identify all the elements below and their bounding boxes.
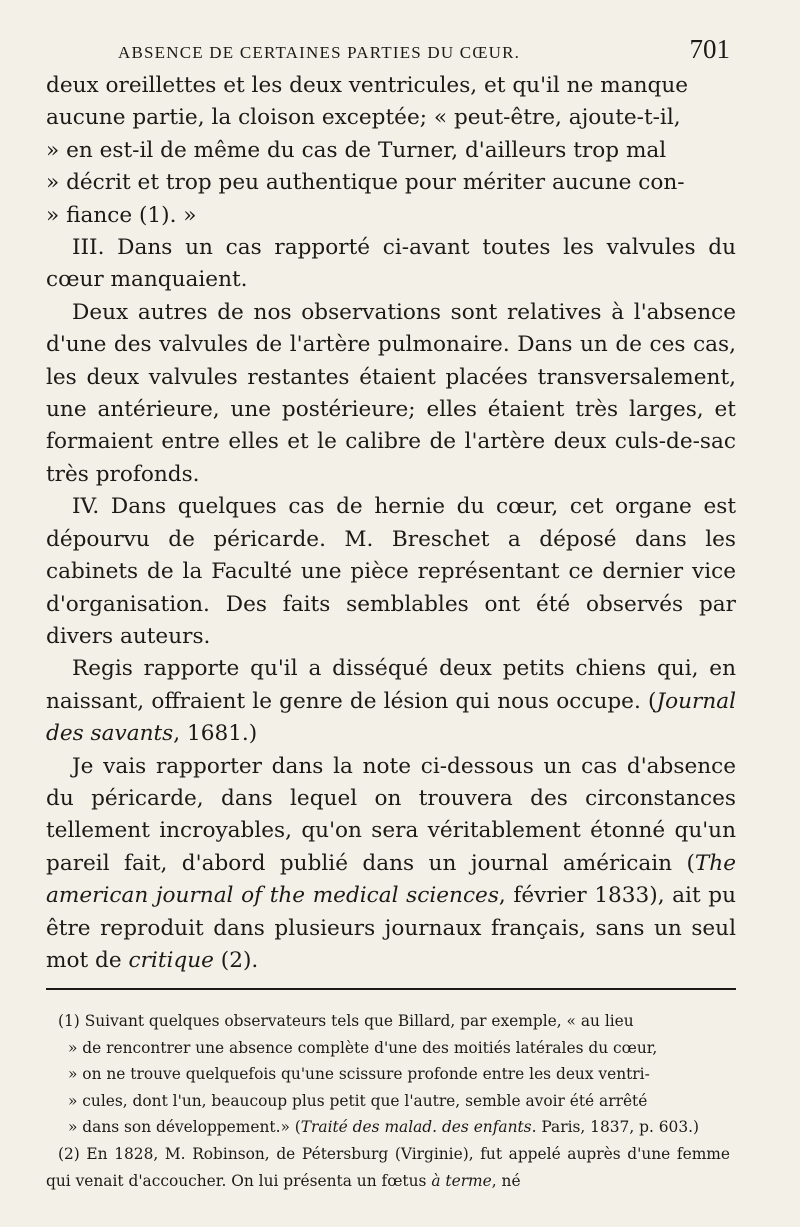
footnote-line: (1) Suivant quelques observateurs tels que Billard, par exemple, « au lieu — [58, 1012, 634, 1030]
journal-open: ( — [686, 850, 695, 876]
journal-after: , février 1833), ait pu être reproduit dans plusieurs journaux français, sans un seul mot de — [46, 883, 736, 973]
page-number: 701 — [689, 34, 730, 64]
citation-open: ( — [648, 688, 657, 714]
footnote-text: » dans son développement.» ( — [68, 1118, 301, 1137]
page-header — [48, 34, 730, 65]
footnote-2-text: (2) En 1828, M. Robinson, de Pétersburg (Virginie), fut appelé auprès d'une femme qui venait d'accoucher. On lui présenta un fœtus — [46, 1144, 730, 1190]
footnote-2-end: , né — [491, 1171, 521, 1190]
footnote-citation-title: Traité des malad. des enfants — [300, 1118, 532, 1137]
footnote-line: » on ne trouve quelquefois qu'une scissure profonde entre les deux ventri- — [68, 1065, 650, 1084]
text-line: » en est-il de même du cas de Turner, d'ailleurs trop mal — [46, 137, 667, 163]
text-line: aucune partie, la cloison exceptée; « peut-être, ajoute-t-il, — [46, 105, 681, 131]
footnotes — [46, 1008, 730, 1194]
citation-title: Journal des savants — [46, 688, 737, 747]
paragraph-pulmonary-valve: Deux autres de nos observations sont relatives à l'absence d'une des valvules de l'artère pulmonaire. Dans un de ces cas, les deux valvules restantes étaient placées transversalement, une antérieure, une postérieure; elles étaient très larges, et formaient entre elles et le calibre de l'artère deux culs-de-sac très profonds. — [46, 299, 736, 487]
footnote-ref: (2). — [220, 947, 259, 973]
paragraph-regis — [46, 653, 736, 750]
critique-word: critique — [128, 947, 214, 973]
footnote-line: » de rencontrer une absence complète d'une des moitiés latérales du cœur, — [68, 1038, 658, 1057]
paragraph-continuation — [46, 70, 736, 232]
footnote-2-term: à terme — [431, 1171, 492, 1190]
paragraph-pericardium-absence: IV. Dans quelques cas de hernie du cœur, cet organe est dépourvu de péricarde. M. Breschet a déposé dans les cabinets de la Faculté une pièce représentant ce dernier vice d'organisation. Des faits semblables ont été observés par divers auteurs. — [46, 494, 736, 649]
footnote-2 — [46, 1141, 730, 1194]
journal-title: The american journal of the medical sciences — [46, 850, 736, 909]
paragraph-american-case — [46, 751, 736, 978]
main-text — [46, 70, 736, 977]
text-line: deux oreillettes et les deux ventricules, et qu'il ne manque — [46, 73, 689, 98]
text-line: » décrit et trop peu authentique pour mériter aucune con- — [46, 170, 685, 196]
regis-text: Regis rapporte qu'il a disséqué deux petits chiens qui, en naissant, offraient le genre de lésion qui nous occupe. — [46, 656, 736, 714]
american-case-text: Je vais rapporter dans la note ci-dessous un cas d'absence du péricarde, dans lequel on trouvera des circonstances tellement incroyables, qu'on sera véritablement étonné qu'un pareil fait, d'abord publié dans un journal américain — [46, 753, 736, 876]
citation-close: , 1681.) — [173, 721, 258, 747]
footnote-line — [46, 1114, 730, 1141]
footnote-1 — [46, 1008, 730, 1141]
text-line: » fiance (1). » — [46, 202, 197, 228]
footnote-line: » cules, dont l'un, beaucoup plus petit que l'autre, semble avoir été arrêté — [68, 1091, 648, 1110]
running-title: ABSENCE DE CERTAINES PARTIES DU CŒUR. — [118, 43, 521, 62]
footnote-citation-end: . Paris, 1837, p. 603.) — [531, 1118, 700, 1137]
footnote-divider — [46, 988, 736, 990]
paragraph-valves-missing: III. Dans un cas rapporté ci-avant toutes les valvules du cœur manquaient. — [46, 235, 736, 293]
